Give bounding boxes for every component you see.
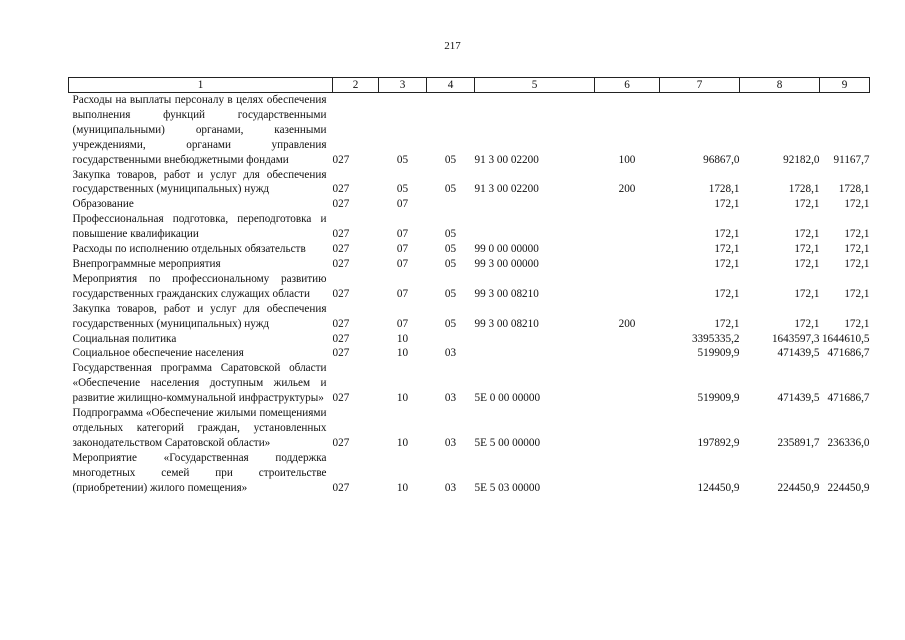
row-name-cell: Образование: [72, 198, 134, 211]
amount-year1-cell: 172,1: [714, 243, 740, 256]
expense-type-cell: [595, 346, 660, 361]
column-header: 2: [333, 78, 379, 93]
table-row: [69, 212, 870, 242]
section-code-cell: 05: [396, 183, 409, 196]
column-header: 8: [740, 78, 820, 93]
amount-year2-cell: 1643597,3: [771, 332, 820, 345]
row-name-cell: Расходы по исполнению отдельных обязательств: [72, 243, 306, 256]
row-name-cell: Государственная программа Саратовской области «Обеспечение населения доступным жильем и развитие жилищно-коммунальной инфраструктуры»: [72, 362, 327, 405]
target-article-cell: [475, 197, 595, 212]
expense-type-cell: 200: [618, 317, 636, 330]
column-header: 9: [820, 78, 870, 93]
grbs-code-cell: 027: [332, 481, 350, 494]
table-row: [69, 361, 870, 406]
grbs-code-cell: 027: [332, 198, 350, 211]
target-article-cell: 99 3 00 08210: [474, 287, 539, 300]
table-row: [69, 168, 870, 198]
subsection-code-cell: 03: [444, 347, 457, 360]
subsection-code-cell: 03: [444, 436, 457, 449]
table-row: [69, 242, 870, 257]
section-code-cell: 10: [396, 332, 409, 345]
amount-year1-cell: 172,1: [714, 257, 740, 270]
subsection-code-cell: 05: [444, 257, 457, 270]
expense-type-cell: [595, 332, 660, 347]
grbs-code-cell: 027: [332, 228, 350, 241]
subsection-code-cell: [427, 197, 475, 212]
amount-year1-cell: 3395335,2: [691, 332, 740, 345]
amount-year2-cell: 172,1: [794, 228, 820, 241]
row-name-cell: Социальная политика: [72, 332, 177, 345]
row-name-cell: Профессиональная подготовка, переподготовка и повышение квалификации: [72, 213, 327, 241]
amount-year2-cell: 172,1: [794, 198, 820, 211]
expense-type-cell: [595, 406, 660, 451]
table-row: [69, 451, 870, 496]
grbs-code-cell: 027: [332, 287, 350, 300]
expense-type-cell: [595, 242, 660, 257]
section-code-cell: 07: [396, 287, 409, 300]
grbs-code-cell: 027: [332, 392, 350, 405]
grbs-code-cell: 027: [332, 317, 350, 330]
table-row: [69, 302, 870, 332]
amount-year3-cell: 236336,0: [827, 436, 870, 449]
expense-type-cell: [595, 361, 660, 406]
amount-year1-cell: 172,1: [714, 228, 740, 241]
amount-year2-cell: 172,1: [794, 257, 820, 270]
column-header: 7: [660, 78, 740, 93]
budget-table: [68, 77, 870, 495]
section-code-cell: 10: [396, 481, 409, 494]
amount-year2-cell: 172,1: [794, 287, 820, 300]
amount-year1-cell: 197892,9: [697, 436, 740, 449]
section-code-cell: 10: [396, 347, 409, 360]
amount-year3-cell: 91167,7: [833, 153, 870, 166]
table-header-row: [69, 78, 870, 93]
column-header: 1: [69, 78, 333, 93]
amount-year3-cell: 172,1: [844, 317, 870, 330]
amount-year2-cell: 471439,5: [777, 347, 820, 360]
amount-year2-cell: 224450,9: [777, 481, 820, 494]
amount-year2-cell: 172,1: [794, 243, 820, 256]
subsection-code-cell: 03: [444, 481, 457, 494]
amount-year1-cell: 519909,9: [697, 392, 740, 405]
target-article-cell: 5Е 0 00 00000: [474, 392, 541, 405]
amount-year1-cell: 124450,9: [697, 481, 740, 494]
amount-year2-cell: 92182,0: [783, 153, 820, 166]
expense-type-cell: [595, 272, 660, 302]
section-code-cell: 07: [396, 198, 409, 211]
row-name-cell: Закупка товаров, работ и услуг для обеспечения государственных (муниципальных) нужд: [72, 302, 327, 330]
subsection-code-cell: [427, 332, 475, 347]
section-code-cell: 07: [396, 243, 409, 256]
expense-type-cell: [595, 197, 660, 212]
amount-year2-cell: 172,1: [794, 317, 820, 330]
section-code-cell: 07: [396, 228, 409, 241]
table-row: [69, 257, 870, 272]
target-article-cell: 5Е 5 03 00000: [474, 481, 541, 494]
grbs-code-cell: 027: [332, 183, 350, 196]
amount-year1-cell: 96867,0: [703, 153, 740, 166]
target-article-cell: [475, 212, 595, 242]
expense-type-cell: [595, 212, 660, 242]
table-row: [69, 93, 870, 168]
amount-year1-cell: 172,1: [714, 287, 740, 300]
section-code-cell: 10: [396, 392, 409, 405]
amount-year1-cell: 519909,9: [697, 347, 740, 360]
target-article-cell: 99 3 00 08210: [474, 317, 539, 330]
subsection-code-cell: 05: [444, 228, 457, 241]
amount-year3-cell: 471686,7: [827, 392, 870, 405]
row-name-cell: Мероприятия по профессиональному развитию государственных гражданских служащих области: [72, 272, 327, 300]
table-row: [69, 197, 870, 212]
subsection-code-cell: 05: [444, 287, 457, 300]
grbs-code-cell: 027: [332, 243, 350, 256]
grbs-code-cell: 027: [332, 347, 350, 360]
expense-type-cell: 200: [618, 183, 636, 196]
subsection-code-cell: 03: [444, 392, 457, 405]
section-code-cell: 07: [396, 317, 409, 330]
grbs-code-cell: 027: [332, 332, 350, 345]
section-code-cell: 05: [396, 153, 409, 166]
table-row: [69, 406, 870, 451]
target-article-cell: 99 3 00 00000: [474, 257, 539, 270]
row-name-cell: Мероприятие «Государственная поддержка многодетных семей при строительстве (приобретении) жилого помещения»: [72, 451, 327, 494]
row-name-cell: Внепрограммные мероприятия: [72, 257, 221, 270]
section-code-cell: 07: [396, 257, 409, 270]
table-row: [69, 346, 870, 361]
target-article-cell: 99 0 00 00000: [474, 243, 539, 256]
amount-year2-cell: 235891,7: [777, 436, 820, 449]
amount-year2-cell: 1728,1: [788, 183, 820, 196]
amount-year3-cell: 172,1: [844, 228, 870, 241]
expense-type-cell: [595, 451, 660, 496]
target-article-cell: 91 3 00 02200: [474, 153, 539, 166]
amount-year3-cell: 172,1: [844, 257, 870, 270]
subsection-code-cell: 05: [444, 183, 457, 196]
amount-year3-cell: 471686,7: [827, 347, 870, 360]
amount-year3-cell: 172,1: [844, 287, 870, 300]
amount-year3-cell: 172,1: [844, 198, 870, 211]
target-article-cell: [475, 346, 595, 361]
table-body: [69, 93, 870, 496]
row-name-cell: Социальное обеспечение населения: [72, 347, 244, 360]
table-row: [69, 272, 870, 302]
grbs-code-cell: 027: [332, 436, 350, 449]
row-name-cell: Подпрограмма «Обеспечение жилыми помещениями отдельных категорий граждан, установленных законодательством Саратовской области»: [72, 407, 327, 449]
amount-year1-cell: 172,1: [714, 317, 740, 330]
grbs-code-cell: 027: [332, 257, 350, 270]
amount-year1-cell: 1728,1: [708, 183, 740, 196]
row-name-cell: Закупка товаров, работ и услуг для обеспечения государственных (муниципальных) нужд: [72, 168, 327, 196]
target-article-cell: [475, 332, 595, 347]
subsection-code-cell: 05: [444, 243, 457, 256]
page-number: 217: [444, 40, 461, 52]
row-name-cell: Расходы на выплаты персоналу в целях обеспечения выполнения функций государственными (муниципальными) органами, казенными учреждениями, органами управления государственными внебюджетными фондами: [72, 94, 327, 166]
subsection-code-cell: 05: [444, 153, 457, 166]
target-article-cell: 91 3 00 02200: [474, 183, 539, 196]
amount-year3-cell: 224450,9: [827, 481, 870, 494]
column-header: 5: [475, 78, 595, 93]
subsection-code-cell: 05: [444, 317, 457, 330]
expense-type-cell: 100: [618, 153, 636, 166]
amount-year3-cell: 1644610,5: [821, 332, 870, 345]
table-row: [69, 332, 870, 347]
amount-year1-cell: 172,1: [714, 198, 740, 211]
expense-type-cell: [595, 257, 660, 272]
column-header: 3: [379, 78, 427, 93]
section-code-cell: 10: [396, 436, 409, 449]
target-article-cell: 5Е 5 00 00000: [474, 436, 541, 449]
column-header: 4: [427, 78, 475, 93]
amount-year3-cell: 172,1: [844, 243, 870, 256]
amount-year3-cell: 1728,1: [838, 183, 870, 196]
grbs-code-cell: 027: [332, 153, 350, 166]
column-header: 6: [595, 78, 660, 93]
amount-year2-cell: 471439,5: [777, 392, 820, 405]
